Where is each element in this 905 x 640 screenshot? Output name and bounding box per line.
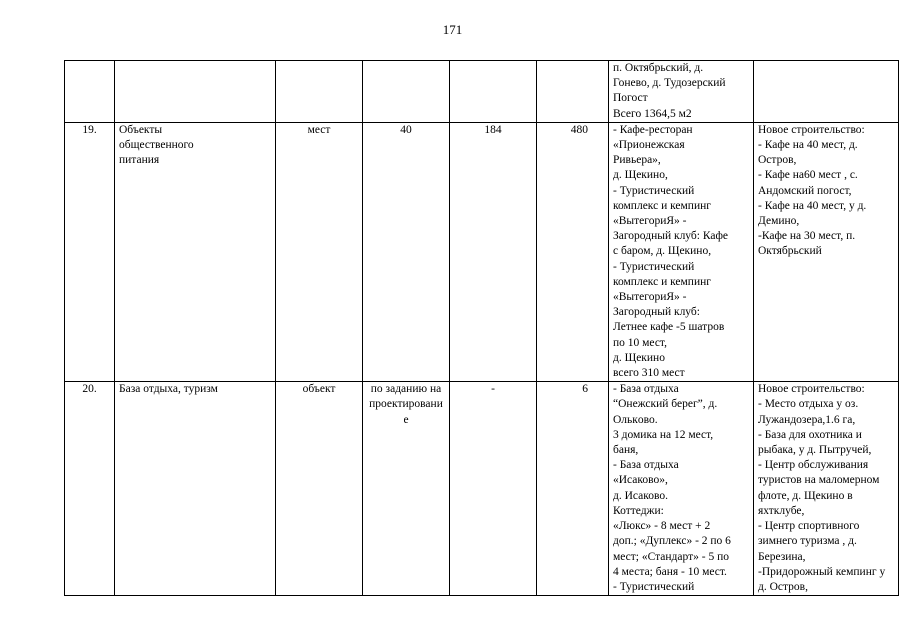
cell-existing [609,61,754,123]
text-line: 3 домика на 12 мест, [613,428,714,441]
cell-value-3: 480 [537,122,609,381]
cell-new [754,122,899,381]
text-line: Октябрьский [758,245,822,258]
text-line: Новое строительство: [758,383,865,396]
text-line: д. Исаково. [613,489,668,502]
text-line: Андомский погост, [758,184,852,197]
cell-name [115,122,276,381]
table-row-19 [65,122,899,381]
cell-unit [276,61,363,123]
text-line: - База для охотника и [758,428,862,441]
text-line: “Онежский берег”, д. [613,398,718,411]
text-line: Лужандозера,1.6 га, [758,413,856,426]
text-line: «Прионежская [613,139,685,152]
cell-value-3 [537,61,609,123]
cell-name [115,382,276,596]
text-line: рыбака, у д. Пытручей, [758,444,872,457]
text-line: Коттеджи: [613,504,664,517]
cell-value-2 [450,61,537,123]
text-line: «Люкс» - 8 мест + 2 [613,520,711,533]
text-line: - Туристический [613,184,695,197]
text-line: Олькoво. [613,413,658,426]
cell-value-1 [363,382,450,596]
cell-existing [609,122,754,381]
text-line: «ВытегориЯ» - [613,215,687,228]
text-line: д. Остров, [758,580,808,593]
text-line: питания [119,154,160,167]
cell-name [115,61,276,123]
text-line: туристов на маломерном [758,474,880,487]
text-line: Ривьера», [613,154,661,167]
text-line: - Кафе на60 мест , с. [758,169,858,182]
text-line: Березина, [758,550,806,563]
text-line: - Туристический [613,260,695,273]
text-line: - База отдыха [613,383,679,396]
text-line: - Место отдыха у оз. [758,398,859,411]
text-line: п. Октябрьский, д. [613,62,704,74]
text-line: Демино, [758,215,800,228]
cell-value-2: - [450,382,537,596]
cell-existing [609,382,754,596]
text-line: Загородный клуб: Кафе [613,230,728,243]
cell-value-1 [363,61,450,123]
text-line: 4 места; баня - 10 мест. [613,565,727,578]
text-line: Остров, [758,154,797,167]
text-line: е [403,413,409,426]
cell-unit: объект [276,382,363,596]
facilities-table [64,60,899,596]
text-line: по 10 мест, [613,336,667,349]
cell-new [754,61,899,123]
text-line: - Кафе на 40 мест, д. [758,139,858,152]
text-line: - База отдыха [613,459,679,472]
text-line: мест; «Стандарт» - 5 по [613,550,729,563]
cell-num: 20. [65,382,115,596]
cell-new [754,382,899,596]
text-line: Всего 1364,5 м2 [613,107,692,120]
text-line: - Кафе на 40 мест, у д. [758,199,867,212]
text-line: -Придорожный кемпинг у [758,565,886,578]
text-line: Гонево, д. Тудозерский [613,77,726,90]
text-line: зимнего туризма , д. [758,535,857,548]
page-number: 171 [442,22,463,37]
text-line: - Кафе-ресторан [613,123,693,136]
text-line: Объекты [119,123,163,136]
text-line: яхтклубе, [758,504,805,517]
cell-unit: мест [276,122,363,381]
text-line: комплекс и кемпинг [613,275,711,288]
text-line: Новое строительство: [758,123,865,136]
text-line: База отдыха, туризм [119,383,218,396]
text-line: - Центр спортивного [758,520,860,533]
text-line: Загородный клуб: [613,306,700,319]
text-line: комплекс и кемпинг [613,199,711,212]
text-line: - Центр обслуживания [758,459,869,472]
text-line: с баром, д. Щекино, [613,245,712,258]
cell-num [65,61,115,123]
text-line: всего 310 мест [613,367,685,380]
text-line: -Кафе на 30 мест, п. [758,230,856,243]
table-row-continuation [65,61,899,123]
text-line: Летнее кафе -5 шатров [613,321,725,334]
text-line: доп.; «Дуплекс» - 2 по 6 [613,535,731,548]
text-line: - Туристический [613,580,695,593]
table-row-20 [65,382,899,596]
text-line: баня, [613,444,639,457]
cell-value-1: 40 [363,122,450,381]
text-line: проектировани [369,398,443,411]
text-line: «ВытегориЯ» - [613,291,687,304]
text-line: д. Щекино, [613,169,668,182]
cell-value-2: 184 [450,122,537,381]
text-line: по заданию на [370,383,442,396]
text-line: Погост [613,92,648,105]
cell-num: 19. [65,122,115,381]
text-line: д. Щекино [613,351,665,364]
cell-value-3: 6 [537,382,609,596]
text-line: флоте, д. Щекино в [758,489,853,502]
text-line: общественного [119,139,194,152]
text-line: «Исаково», [613,474,668,487]
